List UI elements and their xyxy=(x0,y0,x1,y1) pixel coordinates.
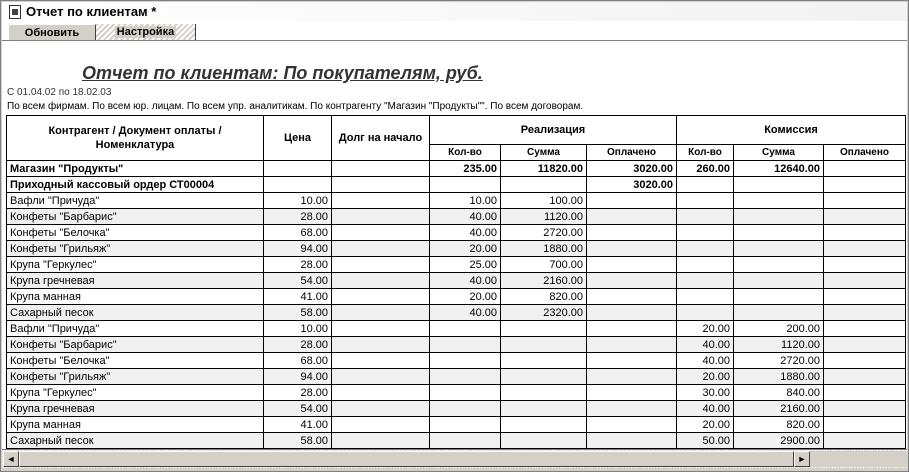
cell-s-sum: 2320.00 xyxy=(501,305,587,321)
cell-s-qty: 40.00 xyxy=(430,305,501,321)
table-row[interactable] xyxy=(7,401,906,417)
report-period: С 01.04.02 по 18.02.03 xyxy=(7,87,112,98)
cell-s-qty xyxy=(430,417,501,433)
cell-s-paid xyxy=(587,305,677,321)
cell-s-paid xyxy=(587,433,677,449)
cell-s-paid xyxy=(587,369,677,385)
cell-c-sum xyxy=(734,225,824,241)
cell-s-paid xyxy=(587,289,677,305)
cell-price: 28.00 xyxy=(264,385,332,401)
cell-s-qty: 40.00 xyxy=(430,225,501,241)
cell-c-paid xyxy=(824,161,906,177)
cell-c-paid xyxy=(824,369,906,385)
cell-price: 28.00 xyxy=(264,337,332,353)
cell-c-qty xyxy=(677,193,734,209)
cell-s-qty xyxy=(430,369,501,385)
cell-s-qty xyxy=(430,337,501,353)
cell-c-qty xyxy=(677,289,734,305)
cell-name: Крупа манная xyxy=(7,289,264,305)
col-header-name: Контрагент / Документ оплаты / Номенклатура xyxy=(7,116,264,161)
cell-name: Конфеты "Белочка" xyxy=(7,353,264,369)
cell-name: Конфеты "Барбарис" xyxy=(7,337,264,353)
cell-c-sum xyxy=(734,273,824,289)
cell-name: Сахарный песок xyxy=(7,433,264,449)
cell-s-qty xyxy=(430,401,501,417)
cell-c-sum: 820.00 xyxy=(734,417,824,433)
cell-debt xyxy=(332,353,430,369)
cell-s-paid xyxy=(587,353,677,369)
cell-s-paid xyxy=(587,209,677,225)
cell-name: Вафли "Причуда" xyxy=(7,193,264,209)
cell-s-sum xyxy=(501,337,587,353)
window-title: Отчет по клиентам * xyxy=(26,4,157,19)
cell-c-sum: 12640.00 xyxy=(734,161,824,177)
cell-name: Конфеты "Барбарис" xyxy=(7,209,264,225)
cell-debt xyxy=(332,193,430,209)
report-title: Отчет по клиентам: По покупателям, руб. xyxy=(82,63,483,83)
cell-c-sum xyxy=(734,193,824,209)
cell-name: Сахарный песок xyxy=(7,305,264,321)
cell-s-paid xyxy=(587,193,677,209)
cell-s-paid xyxy=(587,417,677,433)
cell-s-sum: 100.00 xyxy=(501,193,587,209)
header-row-1 xyxy=(7,116,906,145)
cell-c-sum xyxy=(734,289,824,305)
table-row[interactable] xyxy=(7,337,906,353)
cell-price: 58.00 xyxy=(264,433,332,449)
cell-debt xyxy=(332,257,430,273)
cell-price xyxy=(264,177,332,193)
cell-s-paid xyxy=(587,257,677,273)
cell-s-qty xyxy=(430,433,501,449)
cell-c-qty: 40.00 xyxy=(677,353,734,369)
cell-price: 68.00 xyxy=(264,353,332,369)
cell-s-paid xyxy=(587,273,677,289)
cell-c-sum: 2160.00 xyxy=(734,401,824,417)
cell-debt xyxy=(332,433,430,449)
col-header-sales-qty: Кол-во xyxy=(430,145,501,161)
cell-price: 68.00 xyxy=(264,225,332,241)
cell-s-qty xyxy=(430,177,501,193)
cell-s-paid xyxy=(587,401,677,417)
cell-s-sum: 2720.00 xyxy=(501,225,587,241)
cell-s-sum xyxy=(501,177,587,193)
cell-c-qty: 50.00 xyxy=(677,433,734,449)
cell-c-paid xyxy=(824,273,906,289)
cell-name: Приходный кассовый ордер СТ00004 xyxy=(7,177,264,193)
cell-c-sum xyxy=(734,257,824,273)
cell-c-paid xyxy=(824,241,906,257)
cell-s-sum: 1880.00 xyxy=(501,241,587,257)
table-row[interactable] xyxy=(7,241,906,257)
cell-c-qty: 20.00 xyxy=(677,321,734,337)
cell-debt xyxy=(332,225,430,241)
cell-name: Крупа "Геркулес" xyxy=(7,257,264,273)
table-row[interactable] xyxy=(7,433,906,449)
cell-s-qty: 40.00 xyxy=(430,273,501,289)
report-table xyxy=(6,115,906,449)
document-icon xyxy=(9,5,21,19)
scroll-corner xyxy=(810,451,907,467)
cell-debt xyxy=(332,385,430,401)
cell-name: Конфеты "Грильяж" xyxy=(7,369,264,385)
cell-price: 54.00 xyxy=(264,401,332,417)
cell-c-sum: 1880.00 xyxy=(734,369,824,385)
cell-c-sum: 200.00 xyxy=(734,321,824,337)
cell-price xyxy=(264,161,332,177)
cell-debt xyxy=(332,241,430,257)
col-header-sales: Реализация xyxy=(430,116,677,145)
table-row[interactable] xyxy=(7,257,906,273)
cell-c-paid xyxy=(824,401,906,417)
col-header-price: Цена xyxy=(264,116,332,161)
cell-c-qty: 40.00 xyxy=(677,401,734,417)
cell-debt xyxy=(332,321,430,337)
cell-s-sum xyxy=(501,401,587,417)
cell-c-qty: 30.00 xyxy=(677,385,734,401)
scroll-right-icon[interactable]: ► xyxy=(794,451,810,467)
table-row[interactable] xyxy=(7,321,906,337)
table-row[interactable] xyxy=(7,209,906,225)
cell-c-paid xyxy=(824,225,906,241)
cell-c-qty: 40.00 xyxy=(677,337,734,353)
cell-c-paid xyxy=(824,177,906,193)
cell-c-paid xyxy=(824,321,906,337)
cell-name: Вафли "Причуда" xyxy=(7,321,264,337)
cell-c-sum: 840.00 xyxy=(734,385,824,401)
cell-s-sum: 820.00 xyxy=(501,289,587,305)
cell-s-paid xyxy=(587,225,677,241)
table-row[interactable] xyxy=(7,273,906,289)
cell-c-sum xyxy=(734,241,824,257)
cell-c-paid xyxy=(824,385,906,401)
cell-price: 10.00 xyxy=(264,193,332,209)
cell-price: 41.00 xyxy=(264,289,332,305)
cell-s-qty: 10.00 xyxy=(430,193,501,209)
cell-c-qty: 20.00 xyxy=(677,369,734,385)
refresh-button[interactable]: Обновить xyxy=(8,24,96,40)
cell-name: Крупа гречневая xyxy=(7,273,264,289)
col-header-commission-qty: Кол-во xyxy=(677,145,734,161)
cell-s-qty: 20.00 xyxy=(430,289,501,305)
cell-debt xyxy=(332,337,430,353)
table-row[interactable] xyxy=(7,369,906,385)
cell-s-paid: 3020.00 xyxy=(587,177,677,193)
report-document xyxy=(2,41,907,449)
cell-c-qty: 20.00 xyxy=(677,417,734,433)
cell-c-qty xyxy=(677,177,734,193)
cell-s-sum: 11820.00 xyxy=(501,161,587,177)
cell-s-sum xyxy=(501,433,587,449)
col-header-commission-paid: Оплачено xyxy=(824,145,906,161)
cell-s-paid xyxy=(587,241,677,257)
cell-s-qty xyxy=(430,385,501,401)
cell-c-paid xyxy=(824,193,906,209)
cell-s-sum xyxy=(501,417,587,433)
cell-c-paid xyxy=(824,209,906,225)
cell-price: 94.00 xyxy=(264,241,332,257)
col-header-debt: Долг на начало xyxy=(332,116,430,161)
col-header-sales-paid: Оплачено xyxy=(587,145,677,161)
cell-c-sum: 1120.00 xyxy=(734,337,824,353)
cell-c-paid xyxy=(824,257,906,273)
horizontal-scrollbar[interactable] xyxy=(2,449,907,468)
cell-s-qty: 25.00 xyxy=(430,257,501,273)
table-row[interactable] xyxy=(7,289,906,305)
scroll-thumb[interactable] xyxy=(19,451,794,467)
cell-c-qty xyxy=(677,257,734,273)
cell-price: 28.00 xyxy=(264,257,332,273)
cell-price: 54.00 xyxy=(264,273,332,289)
cell-price: 10.00 xyxy=(264,321,332,337)
cell-s-qty xyxy=(430,321,501,337)
table-row[interactable] xyxy=(7,305,906,321)
report-filters: По всем фирмам. По всем юр. лицам. По всем упр. аналитикам. По контрагенту "Магазин "Продукты"". По всем договорам. xyxy=(7,101,584,112)
cell-c-paid xyxy=(824,289,906,305)
table-row[interactable] xyxy=(7,353,906,369)
cell-name: Конфеты "Грильяж" xyxy=(7,241,264,257)
cell-c-qty xyxy=(677,305,734,321)
cell-price: 28.00 xyxy=(264,209,332,225)
cell-debt xyxy=(332,273,430,289)
table-row[interactable] xyxy=(7,417,906,433)
cell-s-paid xyxy=(587,321,677,337)
cell-debt xyxy=(332,417,430,433)
cell-s-paid xyxy=(587,385,677,401)
cell-s-sum xyxy=(501,353,587,369)
cell-c-sum xyxy=(734,177,824,193)
cell-c-sum: 2720.00 xyxy=(734,353,824,369)
cell-c-qty xyxy=(677,273,734,289)
cell-price: 41.00 xyxy=(264,417,332,433)
cell-s-sum xyxy=(501,321,587,337)
cell-name: Крупа "Геркулес" xyxy=(7,385,264,401)
cell-s-sum xyxy=(501,385,587,401)
cell-c-qty xyxy=(677,241,734,257)
cell-s-sum xyxy=(501,369,587,385)
title-bar[interactable] xyxy=(2,2,907,21)
cell-c-qty: 260.00 xyxy=(677,161,734,177)
cell-debt xyxy=(332,369,430,385)
col-header-sales-sum: Сумма xyxy=(501,145,587,161)
cell-c-paid xyxy=(824,417,906,433)
cell-debt xyxy=(332,209,430,225)
cell-c-paid xyxy=(824,353,906,369)
cell-c-qty xyxy=(677,225,734,241)
cell-debt xyxy=(332,305,430,321)
cell-c-paid xyxy=(824,337,906,353)
cell-s-qty: 20.00 xyxy=(430,241,501,257)
cell-c-sum: 2900.00 xyxy=(734,433,824,449)
col-header-commission-sum: Сумма xyxy=(734,145,824,161)
cell-c-sum xyxy=(734,305,824,321)
settings-button-label: Настройка xyxy=(116,26,175,38)
cell-c-qty xyxy=(677,209,734,225)
table-row[interactable] xyxy=(7,193,906,209)
table-row[interactable] xyxy=(7,225,906,241)
cell-debt xyxy=(332,289,430,305)
table-row[interactable] xyxy=(7,385,906,401)
cell-price: 94.00 xyxy=(264,369,332,385)
cell-s-paid xyxy=(587,337,677,353)
cell-s-sum: 700.00 xyxy=(501,257,587,273)
cell-debt xyxy=(332,161,430,177)
settings-button[interactable] xyxy=(96,24,196,40)
scroll-left-icon[interactable]: ◄ xyxy=(3,451,19,467)
cell-debt xyxy=(332,177,430,193)
table-row[interactable] xyxy=(7,177,906,193)
cell-s-qty: 235.00 xyxy=(430,161,501,177)
cell-s-sum: 2160.00 xyxy=(501,273,587,289)
cell-debt xyxy=(332,401,430,417)
cell-name: Крупа манная xyxy=(7,417,264,433)
cell-c-paid xyxy=(824,433,906,449)
cell-name: Конфеты "Белочка" xyxy=(7,225,264,241)
cell-c-sum xyxy=(734,209,824,225)
cell-name: Магазин "Продукты" xyxy=(7,161,264,177)
col-header-commission: Комиссия xyxy=(677,116,906,145)
cell-name: Крупа гречневая xyxy=(7,401,264,417)
cell-s-qty: 40.00 xyxy=(430,209,501,225)
cell-c-paid xyxy=(824,305,906,321)
table-row[interactable] xyxy=(7,161,906,177)
toolbar xyxy=(2,21,907,41)
cell-s-sum: 1120.00 xyxy=(501,209,587,225)
cell-price: 58.00 xyxy=(264,305,332,321)
cell-s-qty xyxy=(430,353,501,369)
cell-s-paid: 3020.00 xyxy=(587,161,677,177)
